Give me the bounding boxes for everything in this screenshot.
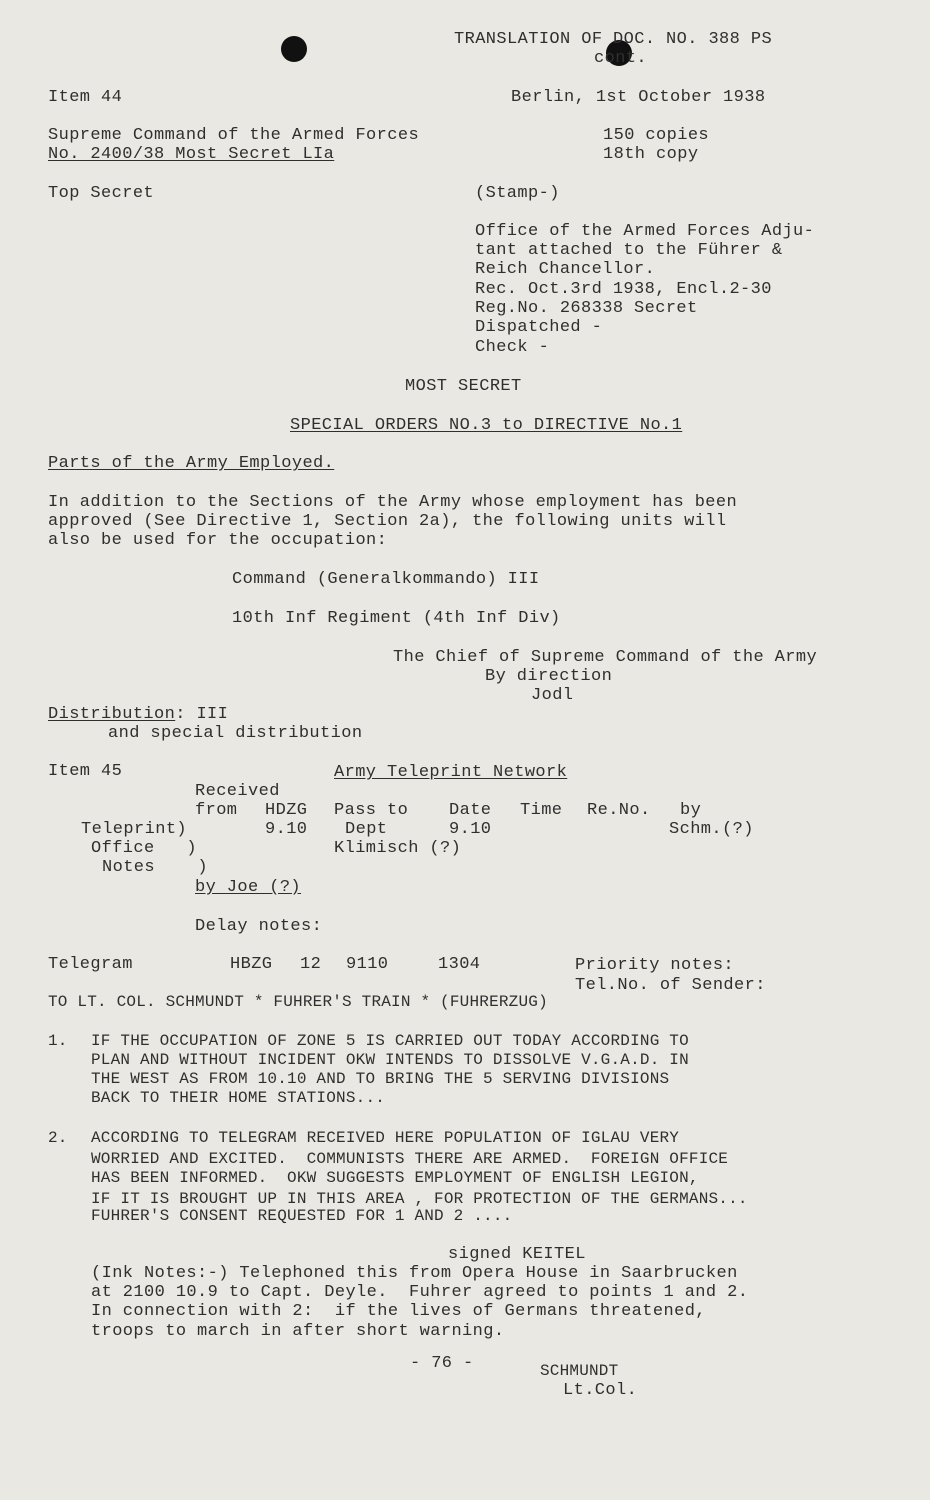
orders-title: SPECIAL ORDERS NO.3 to DIRECTIVE No.1 bbox=[290, 416, 683, 435]
distribution bbox=[48, 705, 228, 724]
reg-no-label: Re.No. bbox=[587, 801, 651, 820]
paragraph-line: FUHRER'S CONSENT REQUESTED FOR 1 AND 2 .... bbox=[91, 1207, 513, 1225]
issuer: Supreme Command of the Armed Forces bbox=[48, 126, 420, 145]
unit-regiment: 10th Inf Regiment (4th Inf Div) bbox=[232, 609, 561, 628]
office-note-3: Notes ) bbox=[102, 858, 209, 877]
paragraph-line: BACK TO THEIR HOME STATIONS... bbox=[91, 1089, 386, 1107]
time-label: Time bbox=[520, 801, 563, 820]
signature-line-2: By direction bbox=[485, 667, 613, 686]
paragraph-2-number: 2. bbox=[48, 1129, 68, 1147]
page-number: - 76 - bbox=[410, 1354, 474, 1373]
stamp-line: Reich Chancellor. bbox=[475, 260, 656, 279]
ink-note-line: troops to march in after short warning. bbox=[91, 1322, 505, 1341]
ink-note-line: (Ink Notes:-) Telephoned this from Opera House in Saarbrucken bbox=[91, 1264, 738, 1283]
schmundt-rank: Lt.Col. bbox=[563, 1381, 638, 1400]
distribution-value: : III bbox=[175, 705, 229, 724]
ink-note-line: In connection with 2: if the lives of Germans threatened, bbox=[91, 1302, 706, 1321]
item-45-label: Item 45 bbox=[48, 762, 123, 781]
stamp-label: (Stamp-) bbox=[475, 184, 560, 203]
paragraph-line: HAS BEEN INFORMED. OKW SUGGESTS EMPLOYMENT OF ENGLISH LEGION, bbox=[91, 1169, 699, 1187]
paragraph-1-number: 1. bbox=[48, 1032, 68, 1050]
office-note-2: Office ) bbox=[91, 839, 198, 858]
stamp-line: tant attached to the Führer & bbox=[475, 241, 783, 260]
stamp-line: Check - bbox=[475, 338, 550, 357]
signed-keitel: signed KEITEL bbox=[448, 1245, 586, 1264]
priority-notes: Priority notes: bbox=[575, 956, 735, 975]
signature-name: Jodl bbox=[531, 686, 574, 705]
ink-note-line: at 2100 10.9 to Capt. Deyle. Fuhrer agreed to points 1 and 2. bbox=[91, 1283, 749, 1302]
by-joe: by Joe (?) bbox=[195, 878, 302, 897]
translation-header: TRANSLATION OF DOC. NO. 388 PS bbox=[454, 30, 773, 49]
stamp-line: Rec. Oct.3rd 1938, Encl.2-30 bbox=[475, 280, 772, 299]
stamp-line: Reg.No. 268338 Secret bbox=[475, 299, 698, 318]
from-value: HDZG bbox=[265, 801, 308, 820]
copies: 150 copies bbox=[603, 126, 710, 145]
telegram-number: 12 bbox=[300, 955, 322, 974]
body-line: approved (See Directive 1, Section 2a), the following units will bbox=[48, 512, 727, 531]
paragraph-line: IF THE OCCUPATION OF ZONE 5 IS CARRIED OUT TODAY ACCORDING TO bbox=[91, 1032, 689, 1050]
schmundt-signature: SCHMUNDT bbox=[540, 1362, 619, 1380]
by-value: Schm.(?) bbox=[669, 820, 754, 839]
telegram-code: HBZG bbox=[230, 955, 273, 974]
by-label: by bbox=[680, 801, 702, 820]
item-44-label: Item 44 bbox=[48, 88, 123, 107]
punch-hole-left bbox=[281, 36, 307, 62]
signature-line-1: The Chief of Supreme Command of the Army bbox=[393, 648, 818, 667]
from-label: from bbox=[195, 801, 238, 820]
classification: Top Secret bbox=[48, 184, 155, 203]
network-title: Army Teleprint Network bbox=[334, 763, 568, 782]
date-label: Date bbox=[449, 801, 492, 820]
body-line: also be used for the occupation: bbox=[48, 531, 388, 550]
office-note-1: Teleprint) bbox=[81, 820, 188, 839]
reference-number: No. 2400/38 Most Secret LIa bbox=[48, 145, 335, 164]
from-date: 9.10 bbox=[265, 820, 308, 839]
date-value: 9.10 bbox=[449, 820, 492, 839]
translation-cont: cont. bbox=[594, 49, 648, 68]
place-date: Berlin, 1st October 1938 bbox=[511, 88, 766, 107]
pass-to-value-2: Klimisch (?) bbox=[334, 839, 462, 858]
stamp-line: Office of the Armed Forces Adju- bbox=[475, 222, 815, 241]
paragraph-line: ACCORDING TO TELEGRAM RECEIVED HERE POPULATION OF IGLAU VERY bbox=[91, 1129, 680, 1147]
stamp-line: Dispatched - bbox=[475, 318, 603, 337]
unit-command: Command (Generalkommando) III bbox=[232, 570, 540, 589]
most-secret-heading: MOST SECRET bbox=[405, 377, 522, 396]
sender-number: Tel.No. of Sender: bbox=[575, 976, 766, 995]
distribution-label: Distribution bbox=[48, 705, 176, 724]
distribution-line-2: and special distribution bbox=[108, 724, 363, 743]
copy-number: 18th copy bbox=[603, 145, 699, 164]
delay-notes: Delay notes: bbox=[195, 917, 323, 936]
paragraph-line: WORRIED AND EXCITED. COMMUNISTS THERE ARE ARMED. FOREIGN OFFICE bbox=[91, 1150, 729, 1168]
paragraph-line: THE WEST AS FROM 10.10 AND TO BRING THE 5 SERVING DIVISIONS bbox=[91, 1070, 670, 1088]
received-label: Received bbox=[195, 782, 280, 801]
addressee: TO LT. COL. SCHMUNDT * FUHRER'S TRAIN * (FUHRERZUG) bbox=[48, 993, 548, 1011]
telegram-date: 9110 bbox=[346, 955, 389, 974]
telegram-time: 1304 bbox=[438, 955, 481, 974]
telegram-label: Telegram bbox=[48, 955, 133, 974]
body-line: In addition to the Sections of the Army whose employment has been bbox=[48, 493, 738, 512]
pass-to-value: Dept bbox=[345, 820, 388, 839]
paragraph-line: PLAN AND WITHOUT INCIDENT OKW INTENDS TO DISSOLVE V.G.A.D. IN bbox=[91, 1051, 689, 1069]
paragraph-line: IF IT IS BROUGHT UP IN THIS AREA , FOR PROTECTION OF THE GERMANS... bbox=[91, 1190, 748, 1208]
section-heading: Parts of the Army Employed. bbox=[48, 454, 335, 473]
pass-to-label: Pass to bbox=[334, 801, 409, 820]
